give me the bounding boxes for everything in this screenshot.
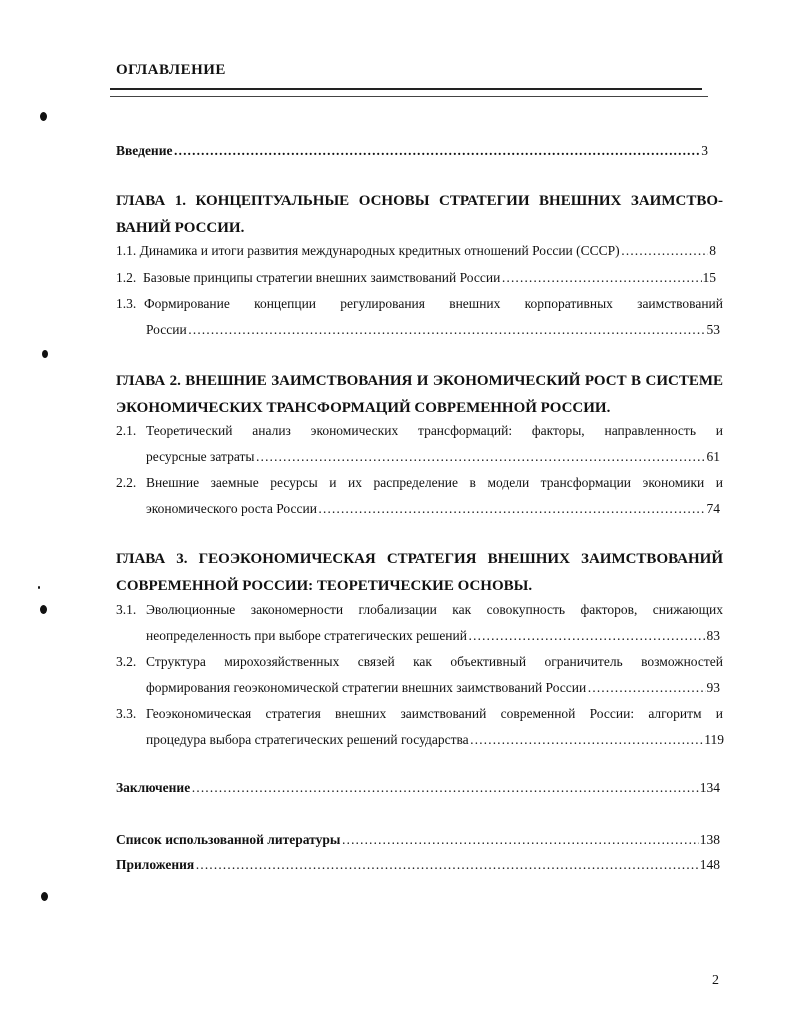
toc-entry-1-3[interactable] [146, 322, 720, 338]
section-number: 3.2. [116, 654, 137, 669]
toc-entry-conclusion[interactable] [116, 780, 720, 796]
dot-leader [501, 270, 701, 286]
section-title-continued: экономического роста России [146, 501, 317, 516]
section-number: 2.1. [116, 423, 137, 438]
section-title[interactable]: Внешние заемные ресурсы и их распределение в модели трансформации экономики и [146, 475, 723, 490]
section-number: 3.1. [116, 602, 137, 617]
chapter-1-title[interactable] [116, 188, 723, 242]
section-title[interactable]: Формирование концепции регулирования внешних корпоративных заимствований [144, 296, 723, 311]
chapter-3-title[interactable] [116, 546, 723, 600]
toc-entry-introduction[interactable] [116, 143, 708, 159]
divider-thin [110, 96, 708, 97]
section-title-continued: ресурсные затраты [146, 449, 255, 464]
dot-leader [191, 780, 699, 796]
toc-label: Введение [116, 143, 173, 158]
scan-mark [40, 605, 47, 614]
section-title[interactable]: Теоретический анализ экономических трансформаций: факторы, направленность и [146, 423, 723, 438]
section-title[interactable]: Структура мирохозяйственных связей как объективный ограничитель возможностей [146, 654, 723, 669]
dot-leader [173, 143, 700, 159]
section-title[interactable]: Геоэкономическая стратегия внешних заимствований современной России: алгоритм и [146, 706, 723, 721]
toc-entry-3-2[interactable] [146, 680, 720, 696]
toc-label: Приложения [116, 857, 195, 872]
toc-entry-2-1[interactable] [146, 449, 720, 465]
page-number: 2 [712, 973, 719, 988]
toc-page-number: 61 [706, 449, 720, 464]
section-title-continued: формирования геоэкономической стратегии внешних заимствований России [146, 680, 587, 695]
dot-leader [470, 732, 704, 748]
dot-leader [341, 832, 698, 848]
chapter-2-title[interactable] [116, 368, 723, 422]
toc-entry-3-1[interactable] [146, 628, 720, 644]
chapter-title-line: ВАНИЙ РОССИИ. [116, 220, 245, 236]
dot-leader [468, 628, 706, 644]
section-title[interactable]: Эволюционные закономерности глобализации как совокупность факторов, снижающих [146, 602, 723, 617]
scan-mark [38, 586, 40, 589]
dot-leader [195, 857, 699, 873]
section-title: Базовые принципы стратегии внешних заимствований России [143, 270, 501, 285]
toc-page-number: 138 [699, 832, 720, 847]
chapter-title-line: ГЛАВА 2. ВНЕШНИЕ ЗАИМСТВОВАНИЯ И ЭКОНОМИЧЕСКИЙ РОСТ В СИСТЕМЕ [116, 373, 723, 389]
section-number: 2.2. [116, 475, 137, 490]
page-title: ОГЛАВЛЕНИЕ [116, 62, 226, 78]
dot-leader [318, 501, 706, 517]
toc-entry-1-1[interactable] [116, 243, 716, 259]
toc-page-number: 53 [706, 322, 720, 337]
dot-leader [255, 449, 705, 465]
section-title-continued: неопределенность при выборе стратегических решений [146, 628, 467, 643]
toc-entry-references[interactable] [116, 832, 720, 848]
toc-page-number: 74 [706, 501, 720, 516]
section-number: 1.3. [116, 296, 137, 311]
toc-page-number: 93 [706, 680, 720, 695]
scan-mark [41, 892, 48, 901]
divider-thick [110, 88, 702, 90]
toc-entry-3-3[interactable] [146, 732, 724, 748]
chapter-title-line: ЭКОНОМИЧЕСКИХ ТРАНСФОРМАЦИЙ СОВРЕМЕННОЙ РОССИИ. [116, 400, 611, 416]
toc-page-number: 3 [701, 143, 708, 158]
section-number: 1.2. [116, 270, 137, 285]
toc-entry-1-2[interactable] [116, 270, 716, 286]
section-number: 3.3. [116, 706, 137, 721]
toc-page-number: 83 [706, 628, 720, 643]
section-title-continued: процедура выбора стратегических решений государства [146, 732, 469, 747]
dot-leader [188, 322, 706, 338]
dot-leader [587, 680, 705, 696]
dot-leader [621, 243, 709, 259]
section-number: 1.1. [116, 243, 137, 258]
toc-label: Заключение [116, 780, 191, 795]
toc-page-number: 119 [704, 732, 724, 747]
toc-page-number: 15 [702, 270, 716, 285]
section-title-continued: России [146, 322, 187, 337]
toc-page-number: 148 [699, 857, 720, 872]
toc-entry-appendices[interactable] [116, 857, 720, 873]
toc-page-number: 134 [699, 780, 720, 795]
toc-entry-2-2[interactable] [146, 501, 720, 517]
section-title: Динамика и итоги развития международных кредитных отношений России (СССР) [139, 243, 620, 258]
toc-page-number: 8 [709, 243, 716, 258]
toc-label: Список использованной литературы [116, 832, 341, 847]
scan-mark [40, 112, 47, 121]
scan-mark [42, 350, 48, 358]
chapter-title-line: ГЛАВА 3. ГЕОЭКОНОМИЧЕСКАЯ СТРАТЕГИЯ ВНЕШНИХ ЗАИМСТВОВАНИЙ [116, 551, 723, 567]
chapter-title-line: СОВРЕМЕННОЙ РОССИИ: ТЕОРЕТИЧЕСКИЕ ОСНОВЫ. [116, 578, 533, 594]
chapter-title-line: ГЛАВА 1. КОНЦЕПТУАЛЬНЫЕ ОСНОВЫ СТРАТЕГИИ ВНЕШНИХ ЗАИМСТВО- [116, 193, 723, 209]
